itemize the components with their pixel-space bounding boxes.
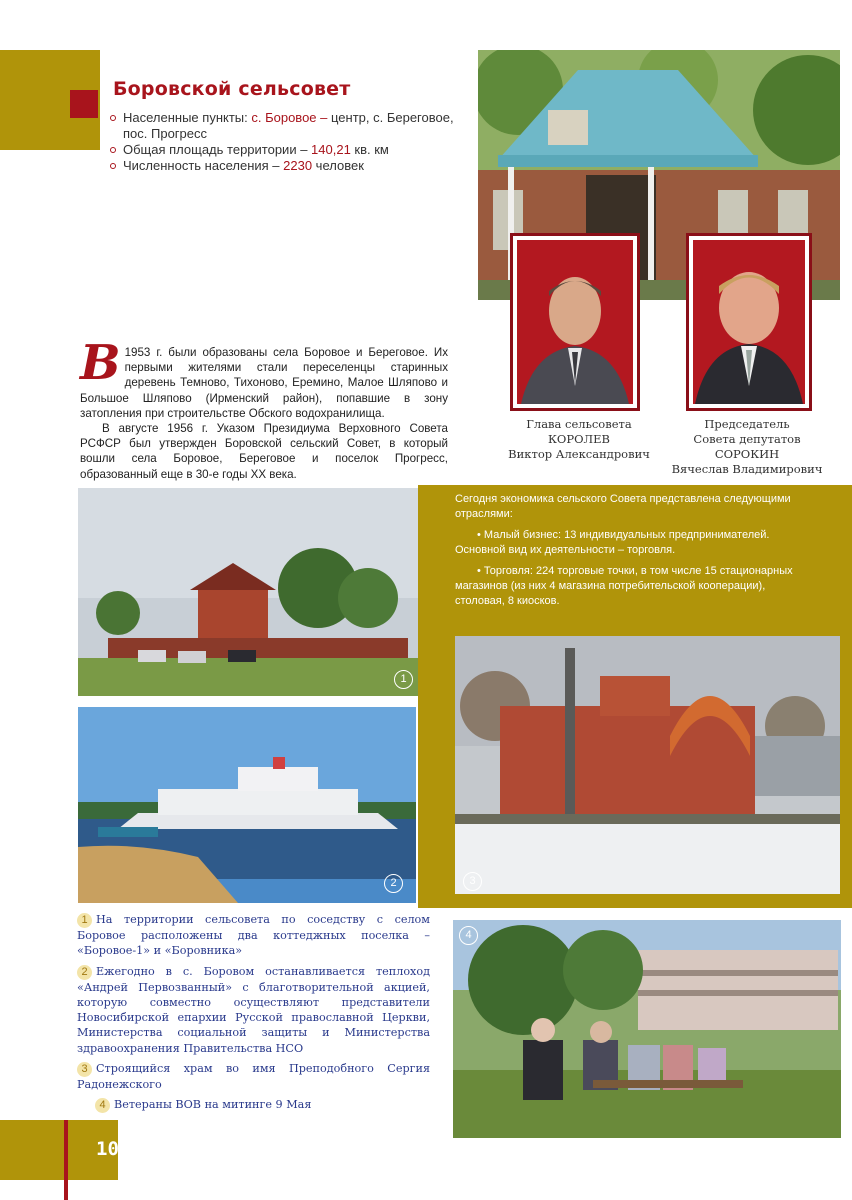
history-text: В 1953 г. были образованы села Боровое и Береговое. Их первыми жителями стали переселенцы старинных деревень Темново, Тихоново, Еремино, Малое Шляпово и Большое Шляпово (Ирменский район), попавшие в зону затопления при строительстве Обского водохранилища. В августе 1956 г. Указом Президиума Верховного Совета РСФСР был утвержден Боровской сельский Совет, в который вошли села Боровое, Береговое и поселок Прогресс, образованный еще в 30-е годы XX века. — [80, 335, 448, 481]
footer-red-bar — [64, 1120, 68, 1200]
page-number: 10 — [96, 1138, 119, 1160]
header-red-square — [70, 90, 98, 118]
note-item: 3 Строящийся храм во имя Преподобного Сергия Радонежского — [77, 1062, 430, 1092]
photo-veterans — [453, 920, 841, 1138]
fact-item: Населенные пункты: с. Боровое – центр, с. Береговое, пос. Прогресс — [110, 110, 455, 142]
photo-notes — [77, 912, 430, 1118]
note-item: 4 Ветераны ВОВ на митинге 9 Мая — [77, 1097, 430, 1113]
note-number: 2 — [77, 965, 92, 980]
note-number: 3 — [77, 1062, 92, 1077]
note-number: 4 — [95, 1098, 110, 1113]
portrait-korolev — [510, 233, 640, 411]
note-item: 1 На территории сельсовета по соседству с селом Боровое расположены два коттеджных поселка – «Боровое-1» и «Боровника» — [77, 913, 430, 958]
fact-item: Общая площадь территории – 140,21 кв. км — [110, 142, 455, 158]
portrait-sorokin — [686, 233, 812, 411]
photo-cottages — [78, 488, 418, 696]
photo-number-badge: 2 — [384, 874, 403, 893]
official-caption-sorokin: Председатель Совета депутатов СОРОКИН Вячеслав Владимирович — [671, 417, 823, 476]
photo-number-badge: 4 — [459, 926, 478, 945]
photo-steamer — [78, 707, 416, 903]
fact-item: Численность населения – 2230 человек — [110, 158, 455, 174]
photo-church — [455, 636, 840, 894]
facts-list — [110, 110, 455, 174]
drop-cap: В — [80, 335, 121, 391]
economy-text: Сегодня экономика сельского Совета представлена следующими отраслями: • Малый бизнес: 13 индивидуальных предпринимателей. Основной вид их деятельности – торговля. • Торговля: 224 торговые точки, в том числе 15 стационарных магазинов (из них 4 магазина потребительской кооперации), столовая, 8 киосков. — [455, 493, 793, 607]
official-caption-korolev: Глава сельсовета КОРОЛЕВ Виктор Александрович — [508, 417, 650, 461]
photo-number-badge: 3 — [463, 872, 482, 891]
note-number: 1 — [77, 913, 92, 928]
note-item: 2 Ежегодно в с. Боровом останавливается теплоход «Андрей Первозванный» с благотворительной акцией, которую совместно осуществляют представители Новосибирской епархии Русской православной Церкви, Министерства социальной защиты и Министерства здравоохранения Правительства НСО — [77, 964, 430, 1055]
photo-number-badge: 1 — [394, 670, 413, 689]
page-title: Боровской сельсовет — [113, 78, 351, 100]
